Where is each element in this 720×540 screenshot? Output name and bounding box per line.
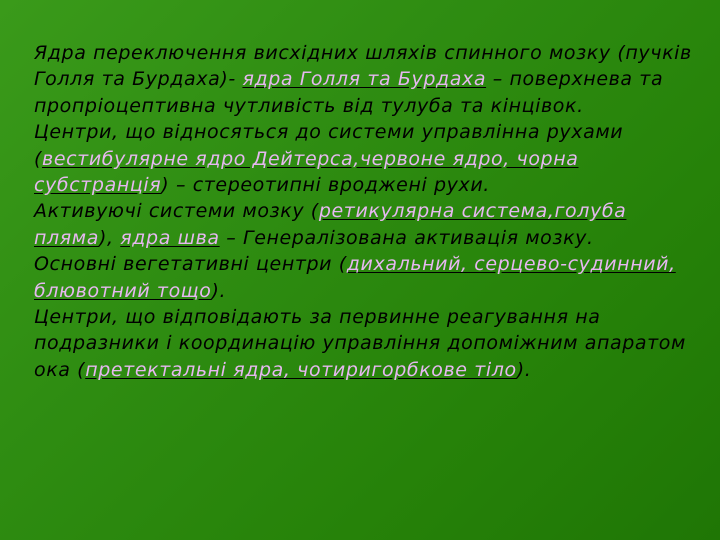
paragraph-3-text-3: – Генералізована активація мозку. xyxy=(219,226,594,249)
paragraph-5-text-2: ). xyxy=(516,358,532,381)
paragraph-1-text-1: Ядра переключення висхідних шляхів спинного мозку (пучків Голля та Бурдаха)- xyxy=(34,42,692,91)
paragraph-2-text-1: Центри, що відносяться до системи управлінна рухами ( xyxy=(34,121,624,170)
paragraph-2-text-2: ) – стереотипні вроджені рухи. xyxy=(161,174,490,197)
paragraph-3-text-1: Активуючі системи мозку ( xyxy=(34,200,319,223)
link-motor-nuclei[interactable]: вестибулярне ядро Дейтерса,червоне ядро, чорна субстранція xyxy=(34,147,579,197)
link-pretectal-nuclei[interactable]: претектальні ядра, чотиригорбкове тіло xyxy=(85,358,517,381)
paragraph-4-text-1: Основні вегетативні центри ( xyxy=(34,253,347,276)
paragraph-3 xyxy=(34,198,694,251)
paragraph-5-text-1: Центри, що відповідають за первинне реагування на подразники і координацію управління допоміжним апаратом ока ( xyxy=(34,306,686,381)
link-vegetative-centers[interactable]: дихальний, серцево-судинний, блювотний тощо xyxy=(34,253,676,302)
link-goll-burdakh-nuclei[interactable]: ядра Голля та Бурдаха xyxy=(242,68,487,91)
paragraph-3-text-2: ), xyxy=(98,226,121,249)
paragraph-4-text-2: ). xyxy=(211,279,227,302)
paragraph-4 xyxy=(34,251,694,304)
link-raphe-nuclei[interactable]: ядра шва xyxy=(120,226,220,249)
paragraph-1 xyxy=(34,40,694,119)
slide-body xyxy=(34,40,694,383)
paragraph-1-text-2: – поверхнева та пропріоцептивна чутливість від тулуба та кінцівок. xyxy=(34,68,664,117)
link-reticular-system[interactable]: ретикулярна система,голуба пляма xyxy=(34,200,627,249)
paragraph-2 xyxy=(34,119,694,198)
paragraph-5 xyxy=(34,304,694,383)
